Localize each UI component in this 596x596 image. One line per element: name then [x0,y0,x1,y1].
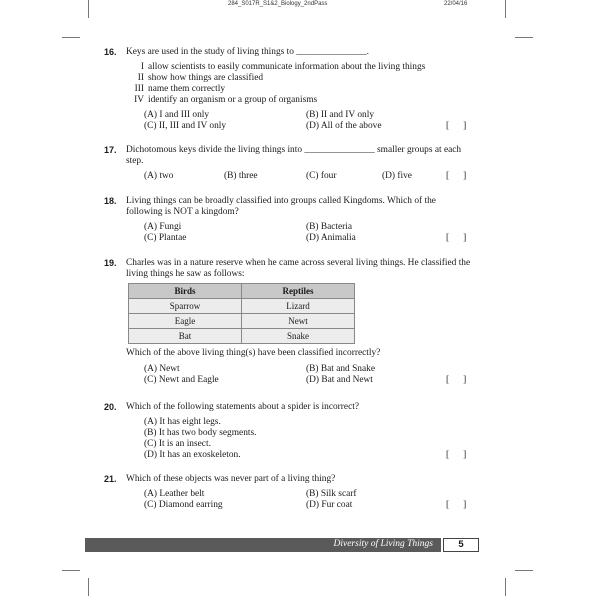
option-c[interactable]: (C) Plantae [144,233,187,243]
option-b[interactable]: (B) It has two body segments. [144,428,257,438]
table-row [129,299,355,314]
option-c[interactable]: (C) Newt and Eagle [144,375,219,385]
table-cell: Sparrow [129,299,242,314]
footer-bar [85,538,441,552]
answer-box[interactable]: [ ] [446,500,467,510]
option-d[interactable]: (D) All of the above [306,121,382,131]
option-a[interactable]: (A) Newt [144,364,180,374]
table-cell: Newt [242,314,355,329]
table-cell: Snake [242,329,355,344]
question-19 [104,258,472,386]
question-stem: Which of the following statements about a spider is incorrect? [126,402,360,412]
question-21 [104,474,472,511]
crop-mark [62,570,80,571]
option-d[interactable]: (D) Animalia [306,233,356,243]
option-d[interactable]: (D) five [382,171,412,181]
option-b[interactable]: (B) II and IV only [306,110,375,120]
statement-2: II show how things are classified [137,73,264,83]
question-20 [104,402,472,461]
crop-mark [515,570,533,571]
option-d[interactable]: (D) It has an exoskeleton. [144,450,241,460]
option-d[interactable]: (D) Fur coat [306,500,353,510]
table-row [129,314,355,329]
question-18 [104,196,472,244]
option-a[interactable]: (A) two [144,171,174,181]
option-b[interactable]: (B) Silk scarf [306,489,357,499]
option-a[interactable]: (A) I and III only [144,110,210,120]
option-c[interactable]: (C) four [306,171,337,181]
option-c[interactable]: (C) It is an insect. [144,439,211,449]
statement-3: III name them correctly [134,84,226,94]
option-a[interactable]: (A) Leather belt [144,489,205,499]
option-b[interactable]: (B) Bat and Snake [306,364,375,374]
question-number: 18. [104,196,117,206]
question-stem: Dichotomous keys divide the living things into _______________ smaller groups at each step. [126,145,462,166]
answer-box[interactable]: [ ] [446,450,467,460]
crop-mark [88,0,89,18]
question-number: 16. [104,47,117,57]
table-cell: Bat [129,329,242,344]
question-stem: Keys are used in the study of living things to _______________. [126,47,369,57]
question-stem: Living things can be broadly classified into groups called Kingdoms. Which of the following is NOT a kingdom? [126,196,436,217]
crop-mark [515,37,533,38]
table-cell: Lizard [242,299,355,314]
answer-box[interactable]: [ ] [446,171,467,181]
option-a[interactable]: (A) It has eight legs. [144,417,221,427]
question-stem: Charles was in a nature reserve when he came across several living things. He classified the living things he saw as follows: [126,258,471,279]
page-number: 5 [443,538,479,552]
classification-table [128,283,355,344]
chapter-title: Diversity of Living Things [333,539,433,549]
option-b[interactable]: (B) three [224,171,258,181]
question-16 [104,47,472,132]
option-d[interactable]: (D) Bat and Newt [306,375,373,385]
question-stem: Which of these objects was never part of a living thing? [126,474,336,484]
question-number: 20. [104,402,117,412]
table-cell: Eagle [129,314,242,329]
answer-box[interactable]: [ ] [446,375,467,385]
option-c[interactable]: (C) II, III and IV only [144,121,227,131]
table-row [129,329,355,344]
answer-box[interactable]: [ ] [446,121,467,131]
statement-1: I allow scientists to easily communicate information about the living things [140,62,426,72]
crop-mark [88,578,89,596]
statement-4: IV identify an organism or a group of organisms [134,95,318,105]
option-c[interactable]: (C) Diamond earring [144,500,223,510]
option-b[interactable]: (B) Bacteria [306,222,353,232]
answer-box[interactable]: [ ] [446,233,467,243]
question-number: 19. [104,258,117,268]
file-date: 22/04/16 [444,1,468,7]
option-a[interactable]: (A) Fungi [144,222,182,232]
crop-mark [505,578,506,596]
crop-mark [62,37,80,38]
question-number: 17. [104,145,117,155]
question-prompt: Which of the above living thing(s) have been classified incorrectly? [126,348,381,358]
table-header-birds: Birds [129,284,242,299]
file-header: 284_S017R_S1&2_Biology_2ndPass [228,1,328,7]
question-17 [104,145,472,182]
question-number: 21. [104,474,117,484]
crop-mark [505,0,506,18]
table-header-reptiles: Reptiles [242,284,355,299]
